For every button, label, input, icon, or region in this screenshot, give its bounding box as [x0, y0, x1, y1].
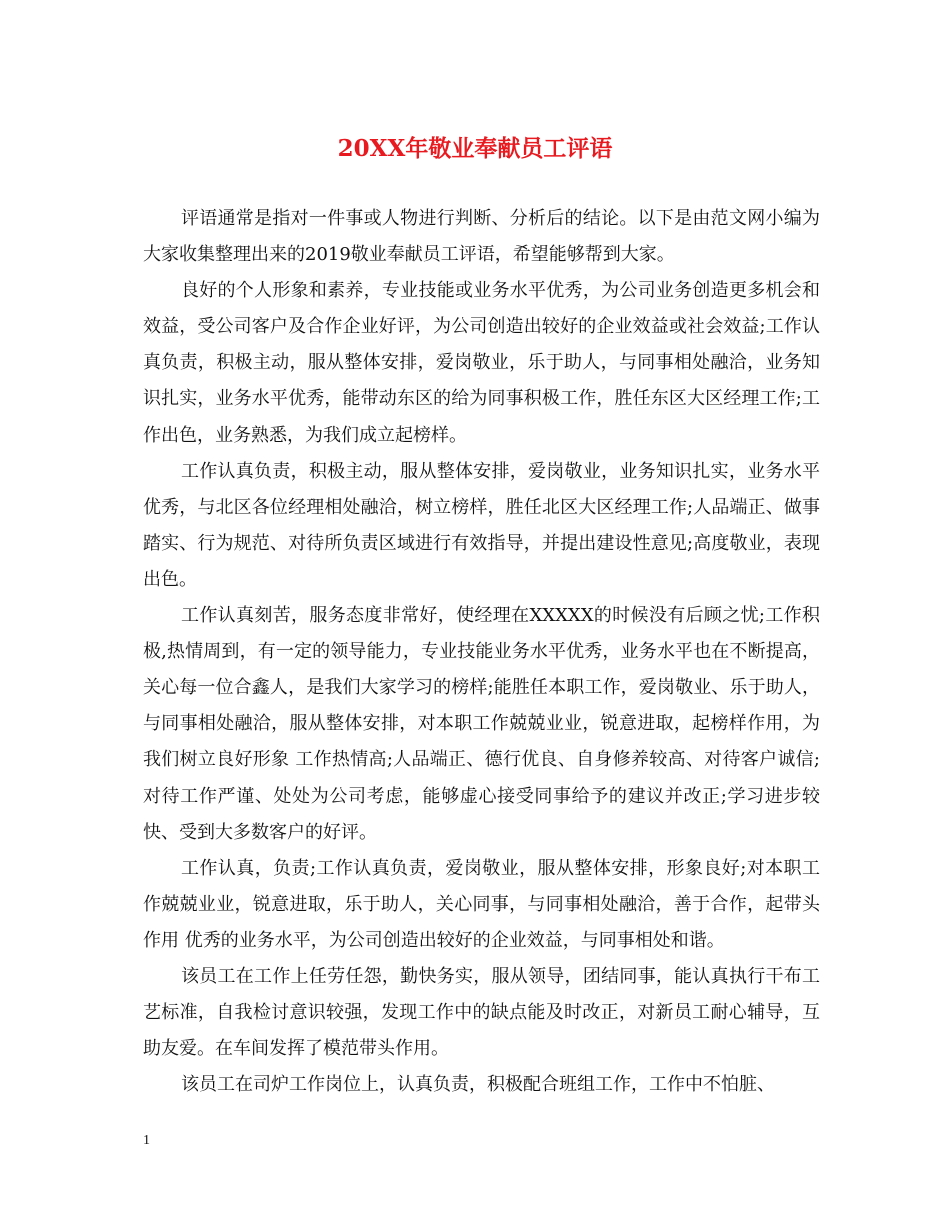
paragraph: 该员工在工作上任劳任怨，勤快务实，服从领导，团结同事，能认真执行干布工艺标准，自我检讨意识较强，发现工作中的缺点能及时改正，对新员工耐心辅导，互助友爱。在车间发挥了模范带头作用。 — [143, 965, 820, 1060]
document-title: 20XX年敬业奉献员工评语 — [337, 135, 613, 162]
page-number: 1 — [143, 1133, 150, 1148]
paragraph: 该员工在司炉工作岗位上，认真负责，积极配合班组工作，工作中不怕脏、 — [181, 1074, 775, 1096]
paragraph: 评语通常是指对一件事或人物进行判断、分析后的结论。以下是由范文网小编为大家收集整理出来的2019敬业奉献员工评语，希望能够帮到大家。 — [143, 208, 820, 266]
paragraph: 良好的个人形象和素养，专业技能或业务水平优秀，为公司业务创造更多机会和效益，受公司客户及合作企业好评，为公司创造出较好的企业效益或社会效益;工作认真负责，积极主动，服从整体安排，爱岗敬业，乐于助人，与同事相处融洽，业务知识扎实，业务水平优秀，能带动东区的给为同事积极工作，胜任东区大区经理工作;工作出色，业务熟悉，为我们成立起榜样。 — [143, 280, 820, 446]
paragraph: 工作认真负责，积极主动，服从整体安排，爱岗敬业，业务知识扎实，业务水平优秀，与北区各位经理相处融洽，树立榜样，胜任北区大区经理工作;人品端正、做事踏实、行为规范、对待所负责区域进行有效指导，并提出建设性意见;高度敬业，表现出色。 — [143, 460, 820, 590]
paragraph: 工作认真，负责;工作认真负责，爱岗敬业，服从整体安排，形象良好;对本职工作兢兢业业，锐意进取，乐于助人，关心同事，与同事相处融洽，善于合作，起带头作用 优秀的业务水平，为公司创造出较好的企业效益，与同事相处和谐。 — [143, 857, 820, 951]
document-body — [143, 201, 820, 1103]
paragraph: 工作认真刻苦，服务态度非常好，使经理在XXXXX的时候没有后顾之忧;工作积极,热情周到，有一定的领导能力，专业技能业务水平优秀，业务水平也在不断提高，关心每一位合鑫人，是我们大家学习的榜样;能胜任本职工作，爱岗敬业、乐于助人，与同事相处融洽，服从整体安排，对本职工作兢兢业业，锐意进取，起榜样作用，为我们树立良好形象 工作热情高;人品端正、德行优良、自身修养较高、对待客户诚信;对待工作严谨、处处为公司考虑，能够虚心接受同事给予的建议并改正;学习进步较快、受到大多数客户的好评。 — [143, 605, 820, 843]
